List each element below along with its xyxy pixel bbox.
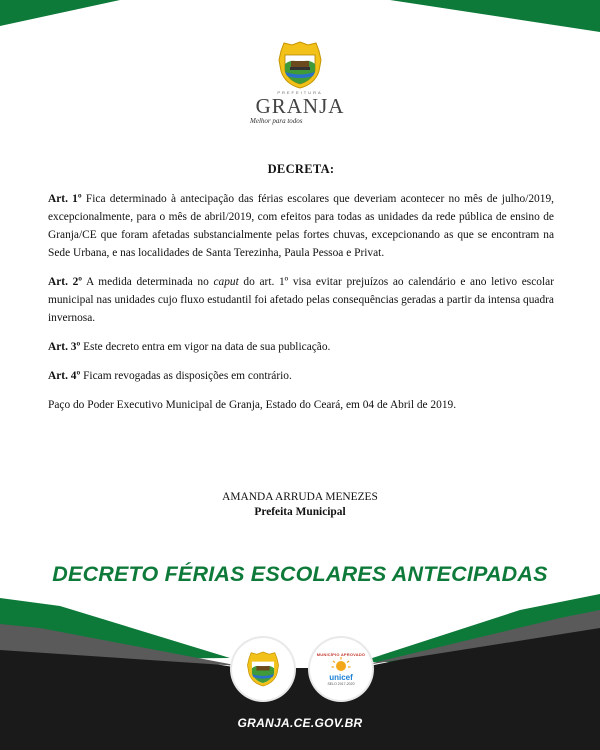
article-2-emphasis: caput xyxy=(213,276,239,288)
brand-name: GRANJA xyxy=(255,94,345,118)
signature-block xyxy=(0,490,600,520)
article-1-text: Fica determinado à antecipação das férias escolares que deveriam acontecer no mês de julho/2019, excepcionalmente, para o mês de abril/2019, com efeitos para todas as unidades da rede pública de ensino de Granja/CE que foram afetadas substancialmente pelas fortes chuvas, excepcionando as que se encontram na Sede Urbana, e nas localidades de Santa Terezinha, Paula Pessoa e Privat. xyxy=(48,193,554,259)
unicef-wordmark: unicef xyxy=(329,673,353,682)
article-3-text: Este decreto entra em vigor na data de sua publicação. xyxy=(80,341,331,353)
article-4-label: Art. 4º xyxy=(48,370,81,382)
sun-icon xyxy=(331,657,351,673)
article-2-label: Art. 2º xyxy=(48,276,83,288)
article-4-text: Ficam revogadas as disposições em contrário. xyxy=(80,370,292,382)
brand-prefix: PREFEITURA xyxy=(277,90,323,95)
brand-slogan: Melhor para todos xyxy=(250,117,303,125)
article-2 xyxy=(48,273,554,327)
footer-logos xyxy=(0,638,600,710)
article-3-label: Art. 3º xyxy=(48,341,81,353)
decree-body xyxy=(48,160,554,425)
top-right-green-corner xyxy=(390,0,600,32)
decree-heading: DECRETA: xyxy=(267,162,335,176)
granja-crest-icon xyxy=(277,40,323,90)
signature-name: AMANDA ARRUDA MENEZES xyxy=(222,491,378,503)
signature-title: Prefeita Municipal xyxy=(254,506,346,518)
top-left-green-corner xyxy=(0,0,120,26)
site-url-link[interactable]: GRANJA.CE.GOV.BR xyxy=(237,716,363,730)
article-4 xyxy=(48,367,554,385)
banner-title: DECRETO FÉRIAS ESCOLARES ANTECIPADAS xyxy=(52,562,548,586)
article-3 xyxy=(48,338,554,356)
granja-crest-small-icon xyxy=(246,650,280,688)
article-2-text-after: do art. 1º visa evitar prejuízos ao calendário e ano letivo escolar municipal nas unidades cujo fluxo estudantil foi afetado pelas consequências geradas a partir da intensa quadra invernosa. xyxy=(48,276,554,324)
footer-unicef-seal xyxy=(310,638,372,700)
article-2-text-before: A medida determinada no xyxy=(82,276,214,288)
unicef-seal-bottom-text: SELO 2017-2020 xyxy=(327,682,355,686)
footer-granja-seal xyxy=(232,638,294,700)
article-1 xyxy=(48,190,554,262)
unicef-seal-top-text: MUNICÍPIO APROVADO xyxy=(316,652,366,657)
granja-logo xyxy=(230,40,370,132)
decree-closing: Paço do Poder Executivo Municipal de Granja, Estado do Ceará, em 04 de Abril de 2019. xyxy=(48,399,457,411)
article-1-label: Art. 1º xyxy=(48,193,82,205)
